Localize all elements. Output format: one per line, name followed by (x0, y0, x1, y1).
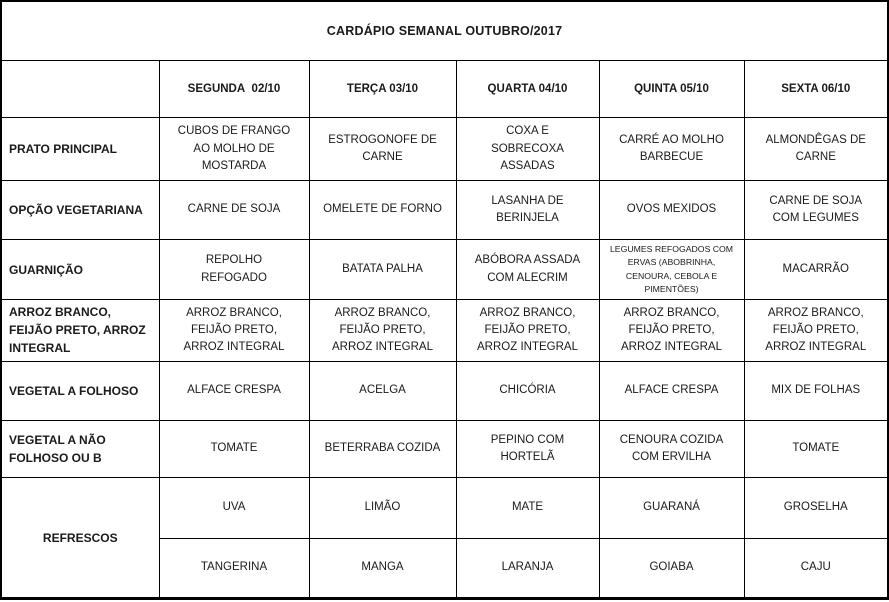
row-label-arroz-feijao: ARROZ BRANCO, FEIJÃO PRETO, ARROZ INTEGRAL (1, 299, 159, 361)
menu-cell: GROSELHA (744, 478, 888, 538)
menu-cell: GOIABA (599, 538, 744, 599)
row-label-vegetal-nao-folhoso: VEGETAL A NÃO FOLHOSO OU B (1, 420, 159, 477)
menu-cell: LARANJA (456, 538, 599, 599)
menu-cell: ALFACE CRESPA (159, 362, 309, 420)
column-header-segunda: SEGUNDA 02/10 (159, 60, 309, 117)
menu-cell: ARROZ BRANCO, FEIJÃO PRETO, ARROZ INTEGRAL (309, 299, 456, 361)
row-label-opcao-vegetariana: OPÇÃO VEGETARIANA (1, 180, 159, 239)
menu-cell: ALFACE CRESPA (599, 362, 744, 420)
menu-cell: CUBOS DE FRANGO AO MOLHO DE MOSTARDA (159, 118, 309, 180)
menu-cell: PEPINO COM HORTELÃ (456, 420, 599, 477)
menu-cell: ALMONDÊGAS DE CARNE (744, 118, 888, 180)
menu-cell: MANGA (309, 538, 456, 599)
menu-cell: ARROZ BRANCO, FEIJÃO PRETO, ARROZ INTEGRAL (599, 299, 744, 361)
corner-cell (1, 60, 159, 117)
menu-cell: ARROZ BRANCO, FEIJÃO PRETO, ARROZ INTEGRAL (456, 299, 599, 361)
menu-cell: OMELETE DE FORNO (309, 180, 456, 239)
row-label-refrescos: REFRESCOS (1, 478, 159, 599)
row-label-prato-principal: PRATO PRINCIPAL (1, 118, 159, 180)
menu-cell: REPOLHO REFOGADO (159, 240, 309, 299)
menu-cell: GUARANÁ (599, 478, 744, 538)
menu-cell: CARNE DE SOJA (159, 180, 309, 239)
menu-cell: ACELGA (309, 362, 456, 420)
column-header-quarta: QUARTA 04/10 (456, 60, 599, 117)
menu-cell: ARROZ BRANCO, FEIJÃO PRETO, ARROZ INTEGRAL (159, 299, 309, 361)
menu-cell: BATATA PALHA (309, 240, 456, 299)
menu-cell: OVOS MEXIDOS (599, 180, 744, 239)
menu-cell: LIMÃO (309, 478, 456, 538)
menu-cell: COXA E SOBRECOXA ASSADAS (456, 118, 599, 180)
row-label-guarnicao: GUARNIÇÃO (1, 240, 159, 299)
menu-cell: UVA (159, 478, 309, 538)
menu-cell: BETERRABA COZIDA (309, 420, 456, 477)
menu-cell: MATE (456, 478, 599, 538)
menu-cell: CARNE DE SOJA COM LEGUMES (744, 180, 888, 239)
menu-cell: MACARRÃO (744, 240, 888, 299)
column-header-terca: TERÇA 03/10 (309, 60, 456, 117)
menu-cell: TOMATE (159, 420, 309, 477)
menu-title: CARDÁPIO SEMANAL OUTUBRO/2017 (1, 1, 888, 60)
row-label-vegetal-folhoso: VEGETAL A FOLHOSO (1, 362, 159, 420)
menu-cell: ABÓBORA ASSADA COM ALECRIM (456, 240, 599, 299)
menu-cell: ARROZ BRANCO, FEIJÃO PRETO, ARROZ INTEGRAL (744, 299, 888, 361)
menu-cell: TANGERINA (159, 538, 309, 599)
menu-cell: CENOURA COZIDA COM ERVILHA (599, 420, 744, 477)
menu-cell-legumes-refogados: LEGUMES REFOGADOS COM ERVAS (ABOBRINHA, CENOURA, CEBOLA E PIMENTÕES) (599, 240, 744, 299)
menu-cell: CHICÓRIA (456, 362, 599, 420)
menu-cell: TOMATE (744, 420, 888, 477)
column-header-quinta: QUINTA 05/10 (599, 60, 744, 117)
menu-cell: MIX DE FOLHAS (744, 362, 888, 420)
menu-cell: ESTROGONOFE DE CARNE (309, 118, 456, 180)
menu-cell: CARRÉ AO MOLHO BARBECUE (599, 118, 744, 180)
column-header-sexta: SEXTA 06/10 (744, 60, 888, 117)
menu-cell: CAJU (744, 538, 888, 599)
menu-cell: LASANHA DE BERINJELA (456, 180, 599, 239)
